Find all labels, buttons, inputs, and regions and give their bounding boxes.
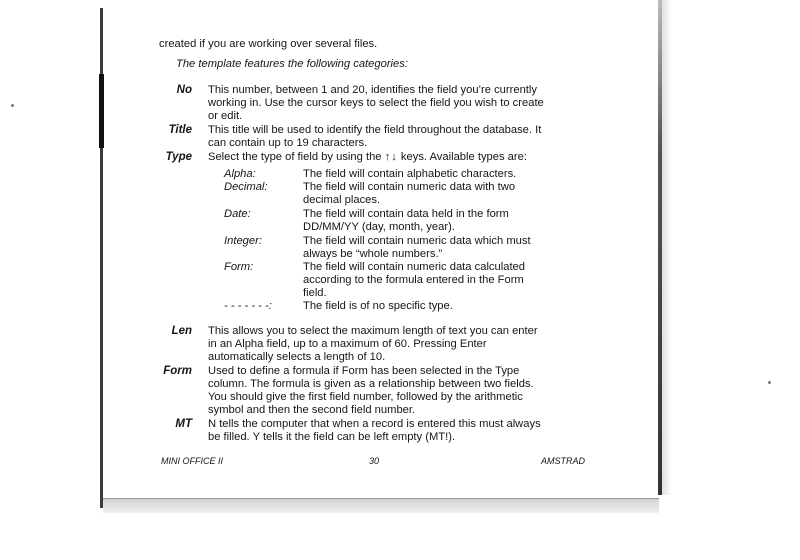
subtype-integer: Integer: bbox=[224, 235, 262, 247]
desc-line: symbol and then the second field number. bbox=[208, 404, 416, 416]
subtype-decimal: Decimal: bbox=[224, 181, 268, 193]
subtype-desc-line: The field will contain numeric data with two bbox=[303, 181, 516, 193]
subtype-alpha: Alpha: bbox=[224, 168, 256, 180]
subtype-desc-line: The field will contain alphabetic characters. bbox=[303, 168, 517, 180]
subtype-date: Date: bbox=[224, 208, 251, 220]
term-len: Len bbox=[171, 325, 192, 337]
subtype-desc-line: The field will contain data held in the form bbox=[303, 208, 509, 220]
desc-line: N tells the computer that when a record is entered this must always bbox=[208, 418, 541, 430]
desc-line: can contain up to 19 characters. bbox=[208, 137, 368, 149]
desc-line: This number, between 1 and 20, identifies the field you’re currently bbox=[208, 84, 537, 96]
desc-line: be filled. Y tells it the field can be left empty (MT!). bbox=[208, 431, 456, 443]
desc-line: You should give the first field number, followed by the arithmetic bbox=[208, 391, 523, 403]
subtype-desc-line: The field will contain numeric data calculated bbox=[303, 261, 526, 273]
type-intro-line bbox=[208, 151, 527, 164]
subtype-desc-line: The field will contain numeric data which must bbox=[303, 235, 531, 247]
term-title: Title bbox=[168, 124, 192, 136]
desc-line: column. The formula is given as a relationship between two fields. bbox=[208, 378, 534, 390]
page-number: 30 bbox=[369, 456, 380, 466]
desc-line: or edit. bbox=[208, 110, 243, 122]
footer-title: MINI OFFICE II bbox=[161, 456, 223, 466]
type-intro-before: Select the type of field by using the bbox=[208, 151, 382, 163]
subtype-desc-line: decimal places. bbox=[303, 194, 381, 206]
desc-line: This allows you to select the maximum length of text you can enter bbox=[208, 325, 538, 337]
intro-line: created if you are working over several files. bbox=[159, 38, 378, 50]
term-form: Form bbox=[163, 365, 192, 377]
desc-line: This title will be used to identify the field throughout the database. It bbox=[208, 124, 542, 136]
subtype-none: - - - - - - -: bbox=[224, 300, 272, 312]
subtype-desc-line: field. bbox=[303, 287, 327, 299]
desc-line: automatically selects a length of 10. bbox=[208, 351, 386, 363]
intro-heading: The template features the following categories: bbox=[176, 58, 408, 70]
subtype-form: Form: bbox=[224, 261, 254, 273]
subtype-desc-line: always be “whole numbers.” bbox=[303, 248, 443, 260]
term-no: No bbox=[176, 84, 192, 96]
footer-brand: AMSTRAD bbox=[541, 456, 586, 466]
desc-line: working in. Use the cursor keys to select the field you wish to create bbox=[208, 97, 544, 109]
term-mt: MT bbox=[175, 418, 192, 430]
subtype-desc-line: The field is of no specific type. bbox=[303, 300, 453, 312]
arrow-keys-icon: ↑↓ bbox=[384, 151, 398, 163]
desc-line: Used to define a formula if Form has been selected in the Type bbox=[208, 365, 520, 377]
term-type: Type bbox=[165, 151, 192, 163]
type-intro-after: keys. Available types are: bbox=[400, 151, 527, 163]
subtype-desc-line: according to the formula entered in the Form bbox=[303, 274, 524, 286]
desc-line: in an Alpha field, up to a maximum of 60. Pressing Enter bbox=[208, 338, 487, 350]
subtype-desc-line: DD/MM/YY (day, month, year). bbox=[303, 221, 455, 233]
